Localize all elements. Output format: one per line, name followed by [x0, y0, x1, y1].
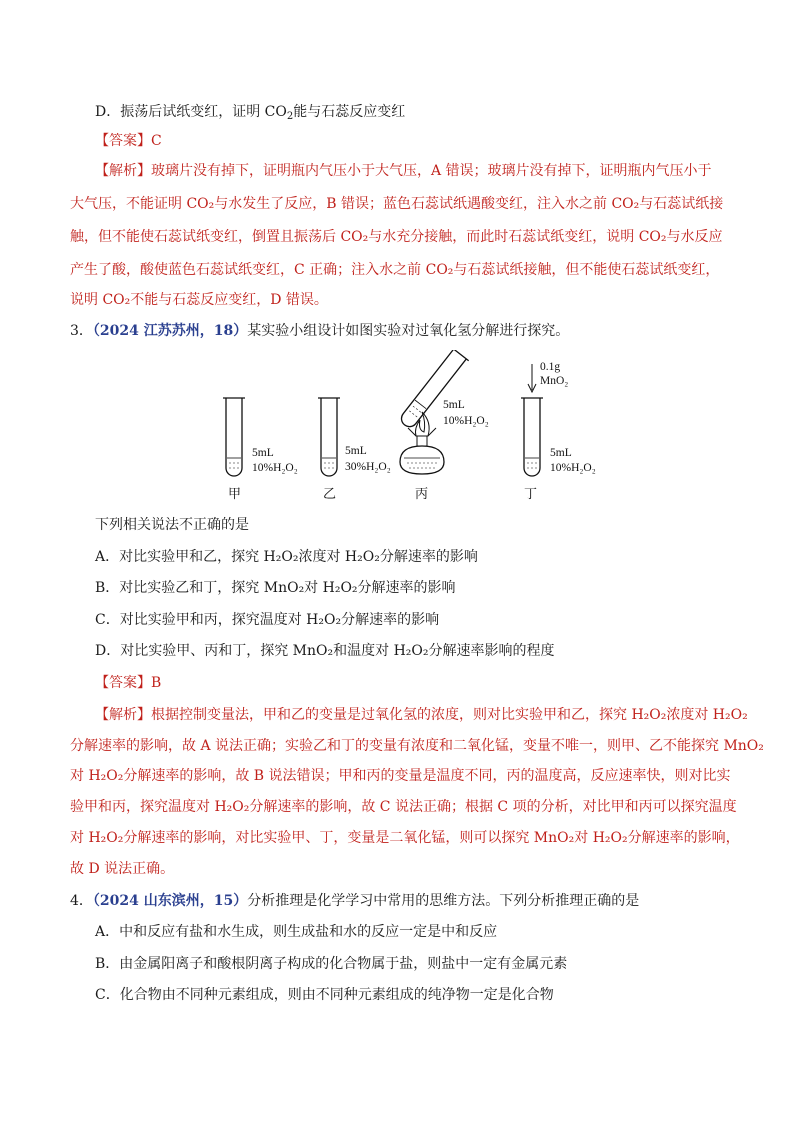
- tube-d-concentration: 10%H₂O₂: [550, 462, 596, 474]
- tube-c-label: 丙: [415, 487, 429, 502]
- mno2-label: MnO₂: [540, 375, 569, 387]
- q2-answer: 【答案】C: [95, 133, 162, 149]
- q3-analysis-line-2: 分解速率的影响，故 A 说法正确；实验乙和丁的变量有浓度和二氧化锰，变量不唯一，则甲、乙不能探究 MnO₂: [70, 738, 764, 754]
- q3-source: （2024 江苏苏州，18）: [92, 323, 248, 339]
- q2-analysis-line-1: 【解析】玻璃片没有掉下，证明瓶内气压小于大气压，A 错误；玻璃片没有掉下，证明瓶内气压小于: [95, 163, 712, 179]
- q4-option-a: A．中和反应有盐和水生成，则生成盐和水的反应一定是中和反应: [95, 924, 498, 940]
- tube-d-label: 丁: [524, 487, 538, 502]
- q2-analysis-line-3: 触，但不能使石蕊试纸变红，倒置且振荡后 CO₂与水充分接触，而此时石蕊试纸变红，说明 CO₂与水反应: [70, 229, 723, 245]
- mno2-mass: 0.1g: [540, 361, 561, 373]
- q4-option-c: C．化合物由不同种元素组成，则由不同种元素组成的纯净物一定是化合物: [95, 987, 554, 1003]
- q3-analysis-line-4: 验甲和丙，探究温度对 H₂O₂分解速率的影响，故 C 说法正确；根据 C 项的分析，对比甲和丙可以探究温度: [70, 799, 737, 815]
- q4-option-b: B．由金属阳离子和酸根阴离子构成的化合物属于盐，则盐中一定有金属元素: [95, 956, 568, 972]
- q4-stem: 4．（2024 山东滨州，15）分析推理是化学学习中常用的思维方法。下列分析推理正确的是: [70, 893, 640, 909]
- tube-a-label: 甲: [228, 487, 242, 502]
- alcohol-lamp: [400, 412, 444, 474]
- tube-c-volume: 5mL: [443, 399, 465, 411]
- q3-option-b: B．对比实验乙和丁，探究 MnO₂对 H₂O₂分解速率的影响: [95, 580, 456, 596]
- q4-source: （2024 山东滨州，15）: [92, 893, 248, 909]
- tube-a-volume: 5mL: [252, 447, 274, 459]
- tube-a-concentration: 10%H₂O₂: [252, 462, 298, 474]
- experiment-figure: [210, 350, 620, 510]
- q2-analysis-line-5: 说明 CO₂不能与石蕊反应变红，D 错误。: [70, 292, 328, 308]
- q3-option-d: D．对比实验甲、丙和丁，探究 MnO₂和温度对 H₂O₂分解速率影响的程度: [95, 643, 555, 659]
- q3-analysis-line-5: 对 H₂O₂分解速率的影响，对比实验甲、丁，变量是二氧化锰，则可以探究 MnO₂对 H₂O₂分解速率的影响，: [70, 830, 740, 846]
- tube-b-volume: 5mL: [345, 445, 367, 457]
- q3-answer: 【答案】B: [95, 675, 162, 691]
- tube-b-concentration: 30%H₂O₂: [345, 461, 391, 473]
- q3-stem: 3．（2024 江苏苏州，18）某实验小组设计如图实验对过氧化氢分解进行探究。: [70, 323, 570, 339]
- test-tube-d: [521, 398, 543, 476]
- q2-analysis-line-2: 大气压，不能证明 CO₂与水发生了反应，B 错误；蓝色石蕊试纸遇酸变红，注入水之前 CO₂与石蕊试纸接: [70, 196, 724, 212]
- q3-analysis-line-1: 【解析】根据控制变量法，甲和乙的变量是过氧化氢的浓度，则对比实验甲和乙，探究 H₂O₂浓度对 H₂O₂: [95, 707, 748, 723]
- down-arrow-icon: [528, 364, 536, 392]
- q3-analysis-line-6: 故 D 说法正确。: [70, 861, 175, 877]
- tube-d-volume: 5mL: [550, 447, 572, 459]
- test-tube-b: [318, 398, 340, 476]
- q3-option-a: A．对比实验甲和乙，探究 H₂O₂浓度对 H₂O₂分解速率的影响: [95, 549, 478, 565]
- q3-analysis-line-3: 对 H₂O₂分解速率的影响，故 B 说法错误；甲和丙的变量是温度不同，丙的温度高，反应速率快，则对比实: [70, 768, 731, 784]
- tube-c-concentration: 10%H₂O₂: [443, 415, 489, 427]
- test-tube-a: [223, 398, 245, 476]
- q3-prompt: 下列相关说法不正确的是: [95, 517, 249, 533]
- tube-b-label: 乙: [323, 487, 337, 502]
- q2-option-d: D．振荡后试纸变红，证明 $CO_2$能与石蕊反应变红: [95, 104, 406, 122]
- q2-analysis-line-4: 产生了酸，酸使蓝色石蕊试纸变红，C 正确；注入水之前 CO₂与石蕊试纸接触，但不能使石蕊试纸变红，: [70, 262, 720, 278]
- q3-option-c: C．对比实验甲和丙，探究温度对 H₂O₂分解速率的影响: [95, 612, 440, 628]
